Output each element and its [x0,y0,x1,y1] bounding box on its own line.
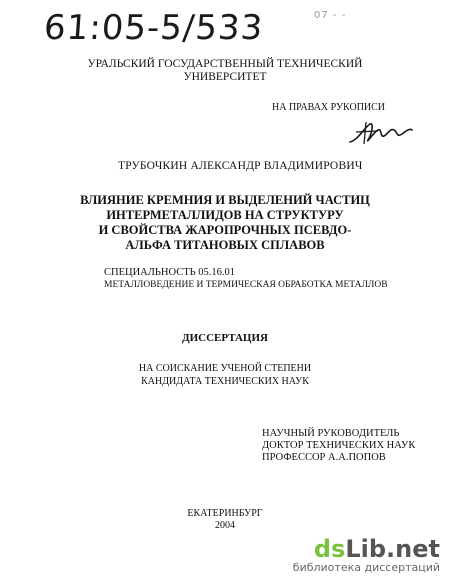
watermark-brand-b: Lib.net [345,535,440,563]
document-type: ДИССЕРТАЦИЯ [182,332,268,344]
city: ЕКАТЕРИНБУРГ [187,508,263,519]
signature-icon [348,118,414,148]
stamp-smudge: 07 - - [314,10,347,21]
title-line-3: И СВОЙСТВА ЖАРОПРОЧНЫХ ПСЕВДО- [98,223,352,237]
year: 2004 [215,520,235,531]
specialty-name: МЕТАЛЛОВЕДЕНИЕ И ТЕРМИЧЕСКАЯ ОБРАБОТКА МЕТАЛЛОВ [104,280,388,290]
university-line-1: УРАЛЬСКИЙ ГОСУДАРСТВЕННЫЙ ТЕХНИЧЕСКИЙ [87,58,363,70]
supervisor-role: НАУЧНЫЙ РУКОВОДИТЕЛЬ [262,428,400,439]
specialty-code: СПЕЦИАЛЬНОСТЬ 05.16.01 [104,267,236,278]
title-line-1: ВЛИЯНИЕ КРЕМНИЯ И ВЫДЕЛЕНИЙ ЧАСТИЦ [80,193,370,207]
watermark-brand-a: ds [313,535,346,563]
degree-line-1: НА СОИСКАНИЕ УЧЕНОЙ СТЕПЕНИ [138,363,312,374]
title-line-2: ИНТЕРМЕТАЛЛИДОВ НА СТРУКТУРУ [106,208,344,222]
university-line-2: УНИВЕРСИТЕТ [183,71,267,83]
call-number-stamp: 61:05-5/533 [42,8,265,48]
rights-notice: НА ПРАВАХ РУКОПИСИ [272,102,386,113]
degree-line-2: КАНДИДАТА ТЕХНИЧЕСКИХ НАУК [141,376,309,387]
watermark-subtitle: библиотека диссертаций [292,561,440,574]
watermark-logo [293,536,440,562]
dslib-watermark [293,536,440,574]
title-line-4: АЛЬФА ТИТАНОВЫХ СПЛАВОВ [125,238,325,252]
supervisor-degree: ДОКТОР ТЕХНИЧЕСКИХ НАУК [262,440,416,451]
author-name: ТРУБОЧКИН АЛЕКСАНДР ВЛАДИМИРОВИЧ [118,160,363,172]
supervisor-name: ПРОФЕССОР А.А.ПОПОВ [262,452,386,463]
